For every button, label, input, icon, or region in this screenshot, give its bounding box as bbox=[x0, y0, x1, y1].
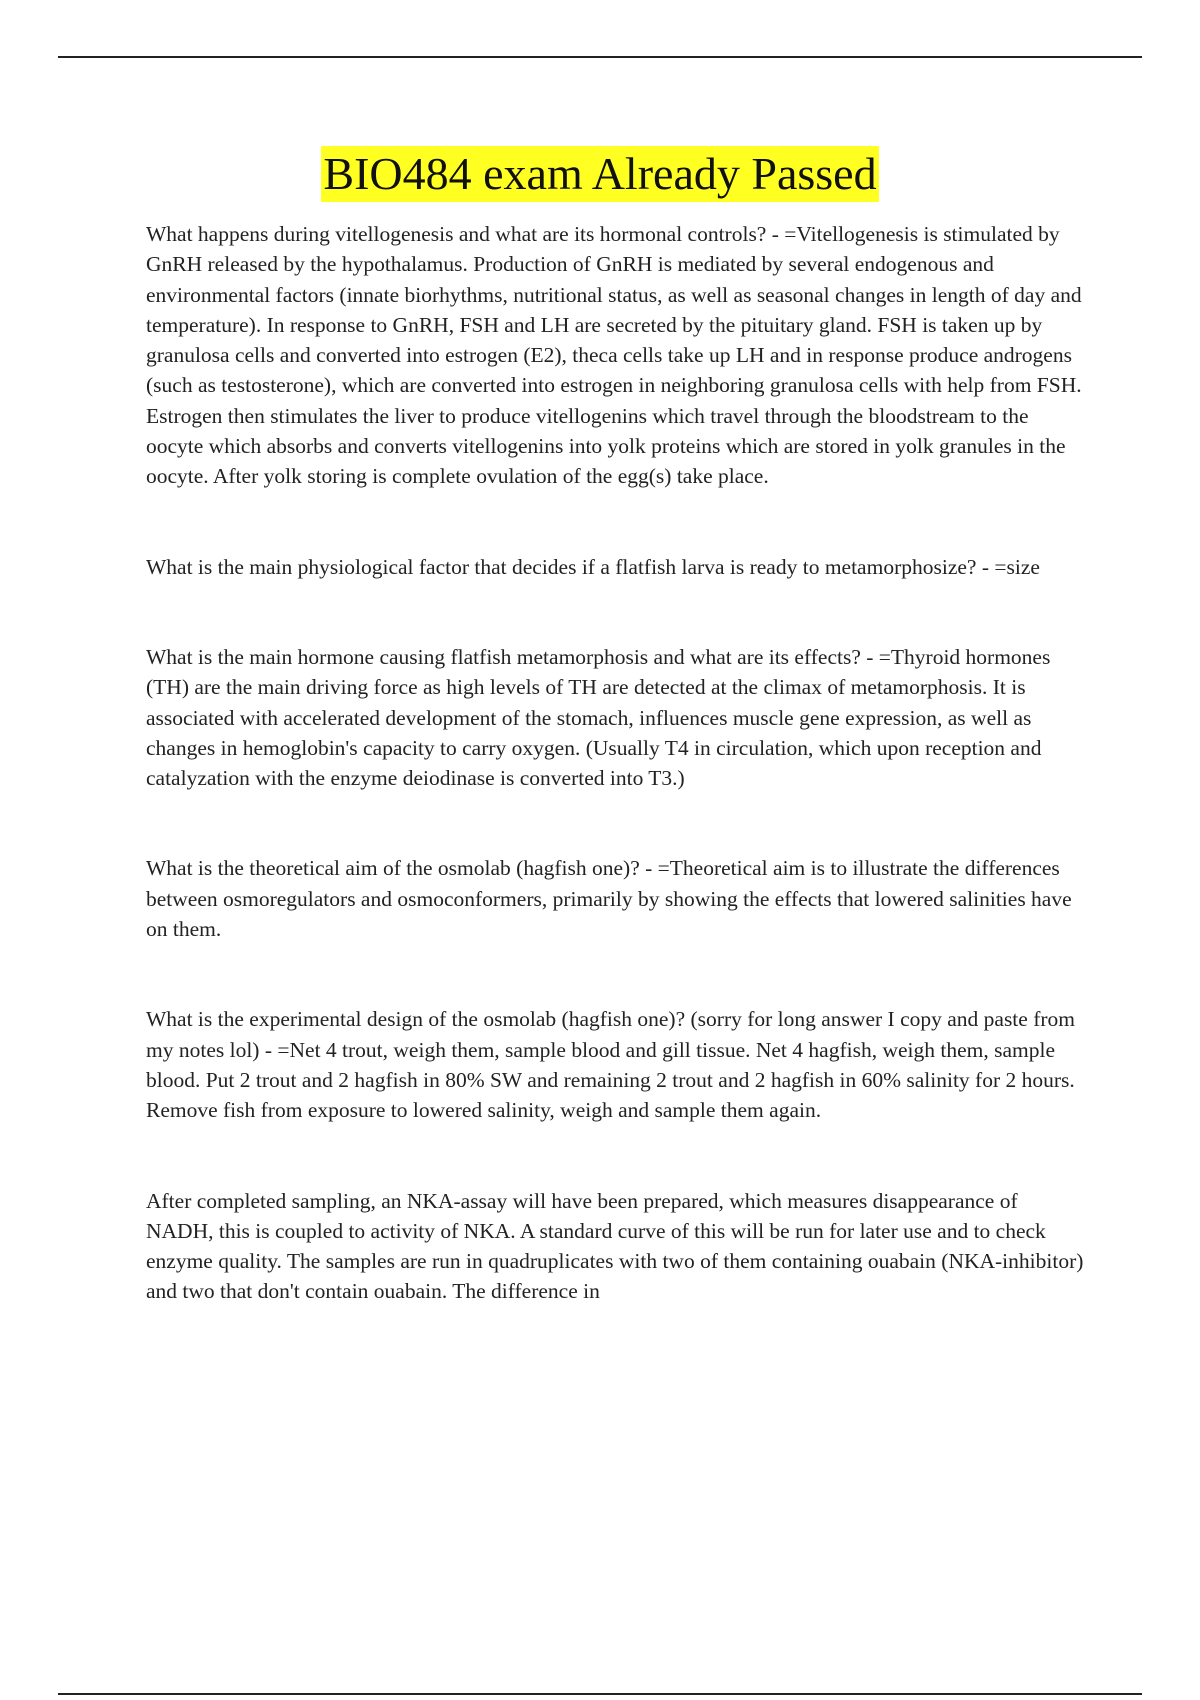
paragraph-vitellogenesis: What happens during vitellogenesis and what are its hormonal controls? - =Vitellogenesis is stimulated by GnRH released by the hypothalamus. Production of GnRH is mediated by several endogenous and environmental factors (innate biorhythms, nutritional status, as well as seasonal changes in length of day and temperature). In response to GnRH, FSH and LH are secreted by the pituitary gland. FSH is taken up by granulosa cells and converted into estrogen (E2), theca cells take up LH and in response produce androgens (such as testosterone), which are converted into estrogen in neighboring granulosa cells with help from FSH. Estrogen then stimulates the liver to produce vitellogenins which travel through the bloodstream to the oocyte which absorbs and converts vitellogenins into yolk proteins which are stored in yolk granules in the oocyte. After yolk storing is complete ovulation of the egg(s) take place. bbox=[146, 222, 1082, 489]
paragraph-metamorphosis-hormone: What is the main hormone causing flatfish metamorphosis and what are its effects? - =Thyroid hormones (TH) are the main driving force as high levels of TH are detected at the climax of metamorphosis. It is associated with accelerated development of the stomach, influences muscle gene expression, as well as changes in hemoglobin's capacity to carry oxygen. (Usually T4 in circulation, which upon reception and catalyzation with the enzyme deiodinase is converted into T3.) bbox=[146, 644, 1051, 791]
paragraph-metamorphosis-factor: What is the main physiological factor that decides if a flatfish larva is ready to metamorphosize? - =size bbox=[146, 554, 1040, 579]
document-title: BIO484 exam Already Passed bbox=[321, 146, 878, 202]
title-container bbox=[0, 146, 1200, 202]
paragraph-osmolab-aim: What is the theoretical aim of the osmolab (hagfish one)? - =Theoretical aim is to illustrate the differences between osmoregulators and osmoconformers, primarily by showing the effects that lowered salinities have on them. bbox=[146, 856, 1072, 942]
paragraph-nka-assay: After completed sampling, an NKA-assay will have been prepared, which measures disappearance of NADH, this is coupled to activity of NKA. A standard curve of this will be run for later use and to check enzyme quality. The samples are run in quadruplicates with two of them containing ouabain (NKA-inhibitor) and two that don't contain ouabain. The difference in bbox=[146, 1188, 1084, 1304]
bottom-rule bbox=[58, 1693, 1142, 1695]
paragraph-osmolab-design: What is the experimental design of the osmolab (hagfish one)? (sorry for long answer I copy and paste from my notes lol) - =Net 4 trout, weigh them, sample blood and gill tissue. Net 4 hagfish, weigh them, sample blood. Put 2 trout and 2 hagfish in 80% SW and remaining 2 trout and 2 hagfish in 60% salinity for 2 hours. Remove fish from exposure to lowered salinity, weigh and sample them again. bbox=[146, 1007, 1075, 1123]
top-rule bbox=[58, 56, 1142, 58]
document-body bbox=[146, 219, 1086, 1307]
